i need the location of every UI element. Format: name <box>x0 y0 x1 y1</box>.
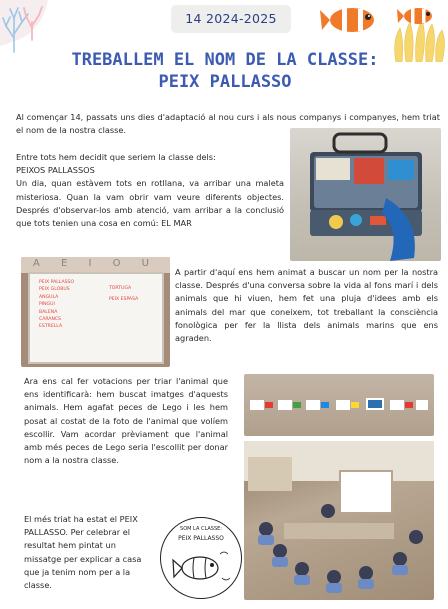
board-item: ESTRELLA <box>39 324 63 330</box>
search-paragraph: A partir d'aquí ens hem animat a buscar un nom per la nostra classe. Després d'una conversa sobre la vida al fons marí i dels animals que hi viuen, hem fet una pluja d'idees amb els animals del mar que coneixem, tot treballant la consciència fonològica per fer la llista dels animals marins que ens agraden. <box>175 267 438 344</box>
voting-cards-photo <box>244 374 434 436</box>
board-item: TORTUGA <box>109 286 132 291</box>
board-side-list <box>109 283 138 305</box>
whiteboard-photo <box>21 257 170 367</box>
board-item: PEIX PALLASSO <box>39 280 75 285</box>
title-line-2: PEIX PALLASSO <box>158 72 292 92</box>
board-item: PEIX GLOBUS <box>39 287 70 293</box>
title-line-1: TREBALLEM EL NOM DE LA CLASSE: <box>71 50 379 70</box>
decision-sentence: Entre tots hem decidit que seriem la classe dels: <box>16 152 216 162</box>
chosen-paragraph: El més triat ha estat el PEIX PALLASSO. Per celebrar el resultat hem pintat un missatge per explicar a casa que ja tenim nom per a la classe. <box>24 514 142 591</box>
board-animal-list <box>39 279 74 331</box>
decision-class-name: PEIXOS PALLASSOS <box>16 165 95 176</box>
badge-clownfish-icon <box>170 548 232 588</box>
board-item: CARANCS <box>39 317 62 323</box>
board-vowels: A E I O U <box>32 258 158 269</box>
classroom-photo <box>244 441 434 600</box>
badge-line-2: PEIX PALLASSO <box>178 535 224 542</box>
page-title <box>20 49 430 93</box>
board-item: ANGULA <box>39 294 59 300</box>
suitcase-photo <box>290 128 441 261</box>
intro-paragraph: Al començar 14, passats uns dies d'adaptació al nou curs i als nous companys i companyes, hem triat el nom de la nostra classe. <box>16 112 440 136</box>
decision-block <box>16 151 284 230</box>
board-item: PEIX ESPASA <box>109 297 139 302</box>
badge-line-1: SOM LA CLASSE: <box>180 526 222 532</box>
vote-paragraph: Ara ens cal fer votacions per triar l'animal que ens identificarà: hem buscat imatges d'aquests animals. Hem agafat peces de Lego i les hem posat al costat de la foto de l'animal que volíem escollir. Vam acordar prèviament que l'animal amb més peces de Lego seria l'escollit per donar nom a la nostra classe. <box>24 376 228 466</box>
board-item: PINGUI <box>39 302 55 308</box>
suitcase-paragraph: Un dia, quan estàvem tots en rotllana, va arribar una maleta misteriosa. Quan la vam obrir vam veure diferents objectes. Després d'observar-los amb atenció, vam arribar a la conclusió que tots tenien una cosa en comú: EL MAR <box>16 178 284 229</box>
board-item: BALENA <box>39 309 58 315</box>
course-year-label: 14 2024-2025 <box>171 5 291 33</box>
